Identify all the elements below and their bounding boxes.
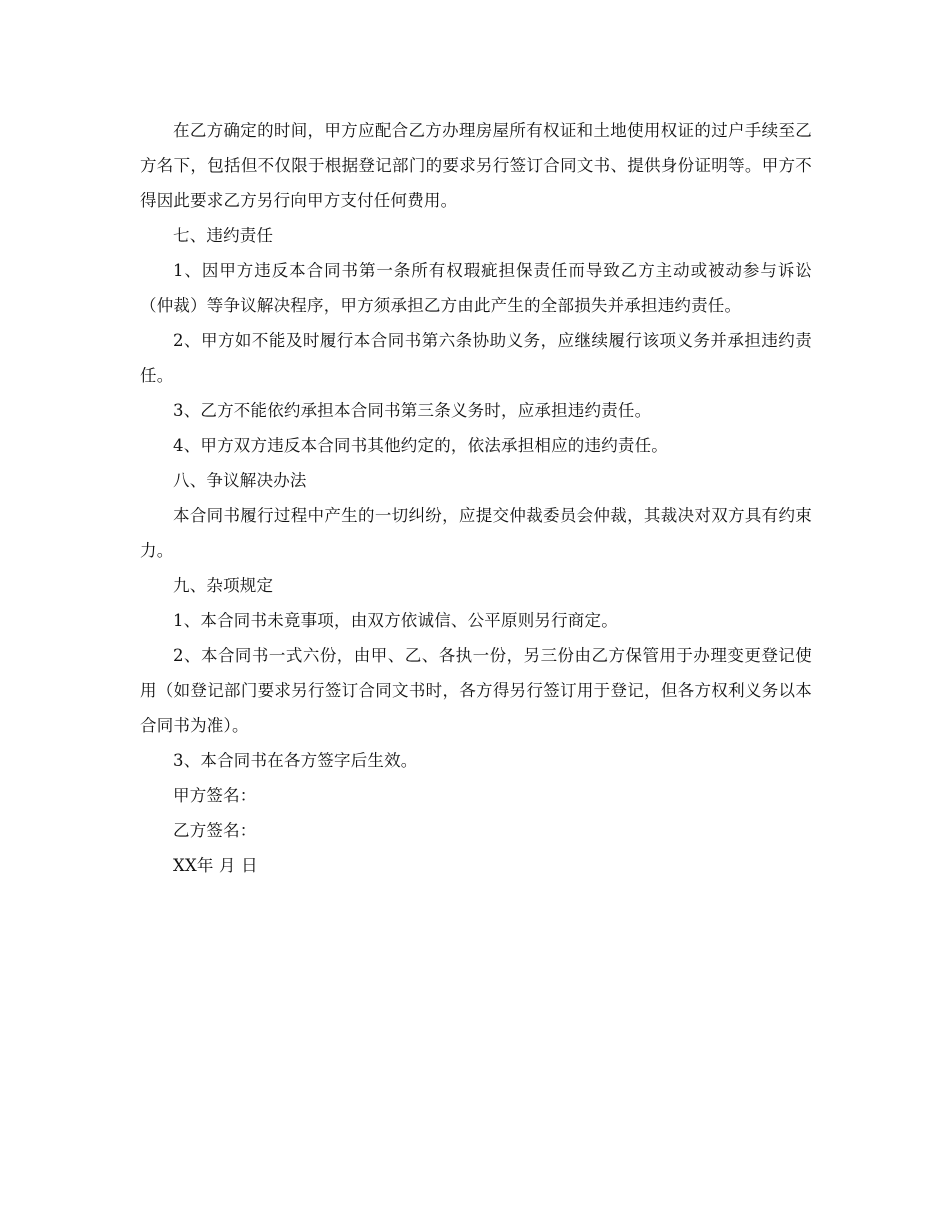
document-body [140,113,812,883]
section-heading-breach-liability: 七、违约责任 [173,226,274,245]
clause-misc-1: 1、本合同书未竟事项，由双方依诚信、公平原则另行商定。 [173,611,618,630]
clause-breach-1: 1、因甲方违反本合同书第一条所有权瑕疵担保责任而导致乙方主动或被动参与诉讼（仲裁）等争议解决程序，甲方须承担乙方由此产生的全部损失并承担违约责任。 [140,261,812,315]
section-heading-miscellaneous: 九、杂项规定 [173,576,274,595]
date-line: XX年 月 日 [173,856,258,875]
clause-breach-4: 4、甲方双方违反本合同书其他约定的，依法承担相应的违约责任。 [173,436,668,455]
section-heading-dispute-resolution: 八、争议解决办法 [173,471,307,490]
clause-breach-3: 3、乙方不能依约承担本合同书第三条义务时，应承担违约责任。 [173,401,652,420]
clause-dispute: 本合同书履行过程中产生的一切纠纷，应提交仲裁委员会仲裁，其裁决对双方具有约束力。 [140,506,812,560]
paragraph-transfer-procedures: 在乙方确定的时间，甲方应配合乙方办理房屋所有权证和土地使用权证的过户手续至乙方名下，包括但不仅限于根据登记部门的要求另行签订合同文书、提供身份证明等。甲方不得因此要求乙方另行向甲方支付任何费用。 [140,121,812,210]
clause-misc-3: 3、本合同书在各方签字后生效。 [173,751,418,770]
party-b-signature-line: 乙方签名： [173,821,257,840]
clause-misc-2: 2、本合同书一式六份，由甲、乙、各执一份，另三份由乙方保管用于办理变更登记使用（如登记部门要求另行签订合同文书时，各方得另行签订用于登记，但各方权利义务以本合同书为准）。 [140,646,812,735]
party-a-signature-line: 甲方签名： [173,786,257,805]
clause-breach-2: 2、甲方如不能及时履行本合同书第六条协助义务，应继续履行该项义务并承担违约责任。 [140,331,812,385]
